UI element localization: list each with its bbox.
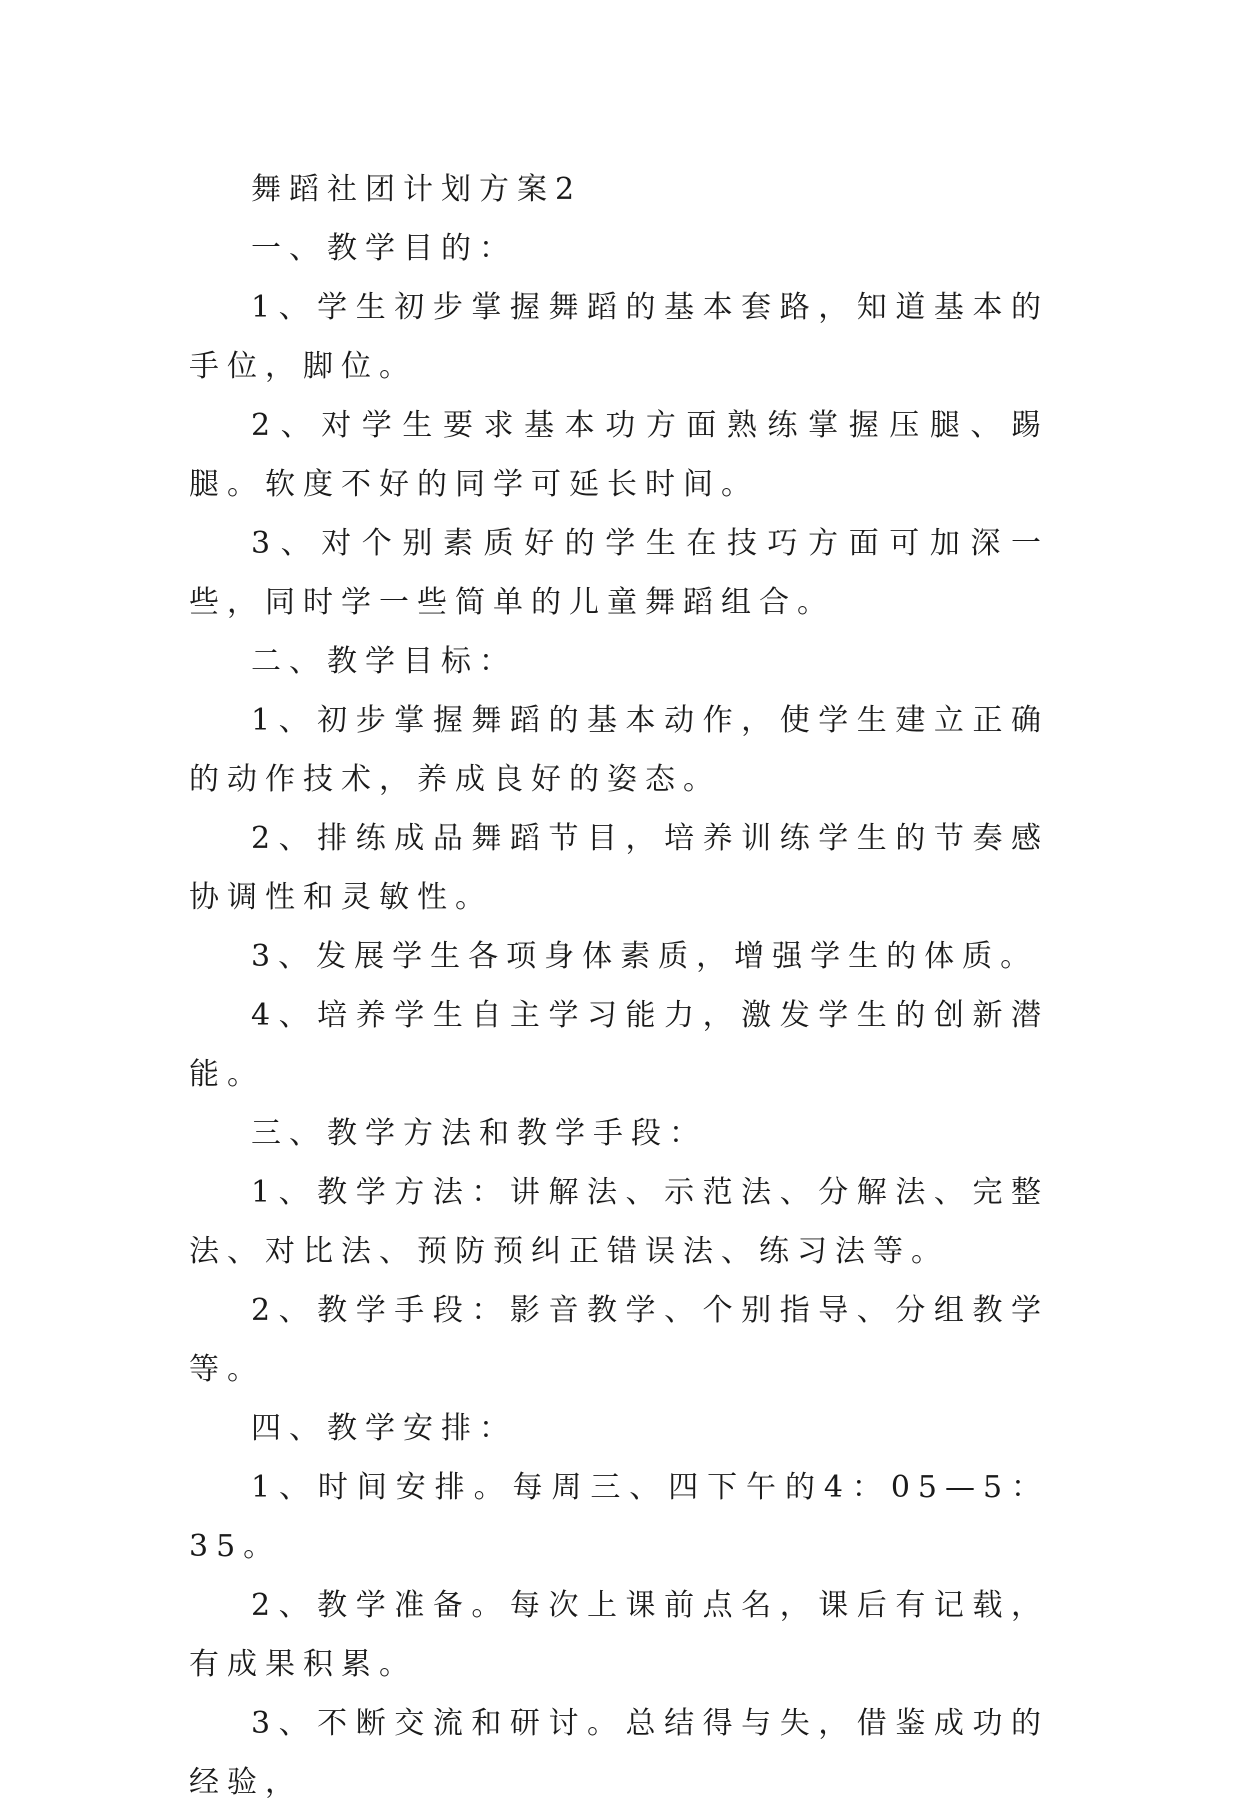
paragraph: 2、对学生要求基本功方面熟练掌握压腿、踢腿。软度不好的同学可延长时间。 (189, 408, 1049, 502)
paragraph: 3、不断交流和研讨。总结得与失，借鉴成功的经验， (189, 1706, 1049, 1800)
paragraph: 3、发展学生各项身体素质，增强学生的体质。 (251, 939, 1039, 974)
document-body (189, 160, 1049, 1812)
paragraph: 2、教学手段：影音教学、个别指导、分组教学等。 (189, 1293, 1049, 1387)
document-title: 舞蹈社团计划方案2 (251, 172, 583, 207)
paragraph: 1、初步掌握舞蹈的基本动作，使学生建立正确的动作技术，养成良好的姿态。 (189, 703, 1049, 797)
paragraph: 3、对个别素质好的学生在技巧方面可加深一些，同时学一些简单的儿童舞蹈组合。 (189, 526, 1049, 620)
section-heading-1: 一、教学目的： (251, 231, 517, 266)
section-heading-3: 三、教学方法和教学手段： (251, 1116, 707, 1151)
paragraph: 1、教学方法：讲解法、示范法、分解法、完整法、对比法、预防预纠正错误法、练习法等。 (189, 1175, 1049, 1269)
paragraph: 2、教学准备。每次上课前点名，课后有记载，有成果积累。 (189, 1588, 1049, 1682)
paragraph: 1、时间安排。每周三、四下午的4：05—5：35。 (189, 1470, 1049, 1564)
paragraph: 2、排练成品舞蹈节目，培养训练学生的节奏感协调性和灵敏性。 (189, 821, 1049, 915)
paragraph: 4、培养学生自主学习能力，激发学生的创新潜能。 (189, 998, 1049, 1092)
paragraph: 1、学生初步掌握舞蹈的基本套路，知道基本的手位，脚位。 (189, 290, 1049, 384)
section-heading-2: 二、教学目标： (251, 644, 517, 679)
section-heading-4: 四、教学安排： (251, 1411, 517, 1446)
